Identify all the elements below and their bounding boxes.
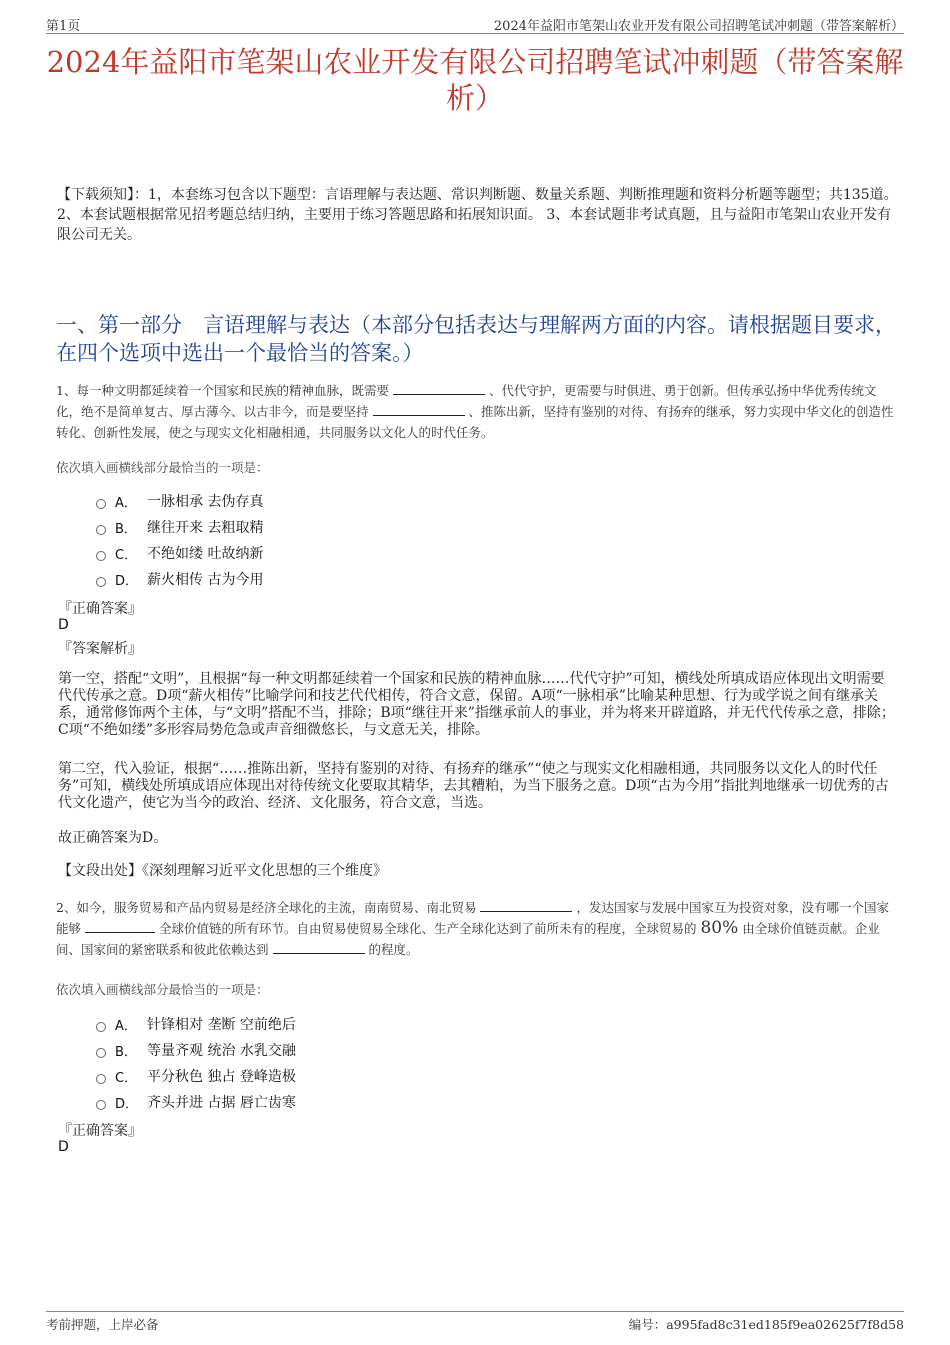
section-title: 一、第一部分 言语理解与表达（本部分包括表达与理解两方面的内容。请根据题目要求，在四个选项中选出一个最恰当的答案。） — [56, 313, 896, 365]
q1-stem-part: 、推陈出新，坚持有鉴别的对待、有扬弃的继承，努力实现中华文化的创造性转化、创新性发展，使之与现实文化相融相通，共同服务以文化人的时代任务。 — [56, 404, 894, 440]
analysis-conclusion: 故正确答案为D。 — [58, 830, 168, 846]
option-text: 不绝如缕 吐故纳新 — [147, 546, 264, 562]
correct-answer-label: 『正确答案』 — [58, 1123, 142, 1139]
option-letter: A． — [115, 495, 137, 511]
radio-icon[interactable] — [96, 1074, 106, 1084]
question-2-stem — [56, 897, 898, 960]
blank-line — [373, 402, 465, 416]
option-letter: D． — [115, 1096, 139, 1112]
radio-icon[interactable] — [96, 1022, 106, 1032]
question-1-stem — [56, 380, 898, 443]
option-c[interactable] — [96, 540, 263, 566]
analysis-paragraph-1: 第一空，搭配“文明”，且根据“每一种文明都延续着一个国家和民族的精神血脉……代代守护”可知，横线处所填成语应体现出文明需要代代传承之意。D项“薪火相传”比喻学问和技艺代代相传，符合文意，保留。A项“一脉相承”比喻某种思想、行为或学说之间有继承关系，通常修饰两个主体，与“文明”搭配不当，排除；B项“继往开来”指继承前人的事业，并为将来开辟道路，并无代代传承之意，排除；C项“不绝如缕”多形容局势危急或声音细微悠长，与文意无关，排除。 — [58, 671, 895, 738]
option-letter: C． — [115, 547, 138, 563]
option-text: 齐头并进 占据 唇亡齿寒 — [147, 1095, 296, 1111]
blank-line — [393, 381, 485, 395]
footer-slogan: 考前押题，上岸必备 — [46, 1317, 159, 1332]
header-divider — [46, 33, 904, 34]
option-b[interactable] — [96, 1037, 296, 1063]
option-text: 一脉相承 去伪存真 — [147, 494, 264, 510]
blank-line — [480, 898, 572, 912]
analysis-paragraph-2: 第二空，代入验证，根据“……推陈出新，坚持有鉴别的对待、有扬弃的继承”“使之与现实文化相融相通，共同服务以文化人的时代任务”可知，横线处所填成语应体现出对待传统文化要取其精华，去其糟粕，为当下服务之意。D项“古为今用”指批判地继承一切优秀的古代文化遗产，使它为当今的政治、经济、文化服务，符合文意，当选。 — [58, 761, 889, 811]
option-text: 等量齐观 统治 水乳交融 — [147, 1043, 296, 1059]
radio-icon[interactable] — [96, 577, 106, 587]
text-source: 【文段出处】《深刻理解习近平文化思想的三个维度》 — [58, 863, 387, 879]
question-2-prompt: 依次填入画横线部分最恰当的一项是： — [56, 982, 269, 997]
blank-line — [85, 919, 155, 933]
footer-doc-id: 编号：a995fad8c31ed185f9ea02625f7f8d58 — [628, 1317, 904, 1332]
option-text: 针锋相对 垄断 空前绝后 — [147, 1017, 296, 1033]
header-doc-title: 2024年益阳市笔架山农业开发有限公司招聘笔试冲刺题（带答案解析） — [493, 19, 904, 34]
option-letter: A． — [115, 1018, 137, 1034]
correct-answer: D — [58, 617, 69, 633]
option-d[interactable] — [96, 1089, 296, 1115]
radio-icon[interactable] — [96, 499, 106, 509]
option-c[interactable] — [96, 1063, 296, 1089]
radio-icon[interactable] — [96, 525, 106, 535]
radio-icon[interactable] — [96, 1100, 106, 1110]
q1-stem-part: 、代代守护，更需要与时俱进、勇于创新。但传承弘扬中华优秀传统文化，绝不是简单复古、厚古薄今、以古非今，而是要坚持 — [56, 383, 877, 419]
correct-answer: D — [58, 1139, 69, 1155]
option-d[interactable] — [96, 566, 263, 592]
blank-line — [273, 940, 365, 954]
radio-icon[interactable] — [96, 551, 106, 561]
option-letter: D． — [115, 573, 139, 589]
option-letter: B． — [115, 1044, 137, 1060]
option-text: 平分秋色 独占 登峰造极 — [147, 1069, 296, 1085]
radio-icon[interactable] — [96, 1048, 106, 1058]
q2-stem-part: 由全球价值链贡献。企业间、国家间的紧密联系和彼此依赖达到 — [56, 921, 880, 957]
footer-divider — [46, 1311, 904, 1312]
question-2-options — [96, 1011, 296, 1115]
option-text: 继往开来 去粗取精 — [147, 520, 264, 536]
q1-stem-part: 1、每一种文明都延续着一个国家和民族的精神血脉，既需要 — [56, 383, 389, 398]
page-number: 第1页 — [46, 19, 81, 34]
option-text: 薪火相传 古为今用 — [147, 572, 264, 588]
option-letter: B． — [115, 521, 137, 537]
option-b[interactable] — [96, 514, 263, 540]
percentage-value: 80% — [700, 918, 739, 938]
q2-stem-part: 全球价值链的所有环节。自由贸易使贸易全球化、生产全球化达到了前所未有的程度，全球贸易的 — [158, 921, 697, 936]
q2-stem-part: ，发达国家与发展中国家互为投资对象，没有哪一个国家能够 — [56, 900, 889, 936]
q2-stem-part: 的程度。 — [368, 942, 419, 957]
correct-answer-label: 『正确答案』 — [58, 601, 142, 617]
option-letter: C． — [115, 1070, 138, 1086]
page-title: 2024年益阳市笔架山农业开发有限公司招聘笔试冲刺题（带答案解析） — [46, 45, 904, 115]
download-notice: 【下载须知】：1，本套练习包含以下题型：言语理解与表达题、常识判断题、数量关系题、判断推理题和资料分析题等题型；共135道。 2、本套试题根据常见招考题总结归纳，主要用于练习答题思路和拓展知识面。 3、本套试题非考试真题，且与益阳市笔架山农业开发有限公司无关。 — [57, 187, 898, 243]
analysis-label: 『答案解析』 — [58, 641, 142, 657]
q2-stem-part: 2、如今，服务贸易和产品内贸易是经济全球化的主流，南南贸易、南北贸易 — [56, 900, 477, 915]
question-1-options — [96, 488, 263, 592]
option-a[interactable] — [96, 1011, 296, 1037]
option-a[interactable] — [96, 488, 263, 514]
question-1-prompt: 依次填入画横线部分最恰当的一项是： — [56, 460, 269, 475]
